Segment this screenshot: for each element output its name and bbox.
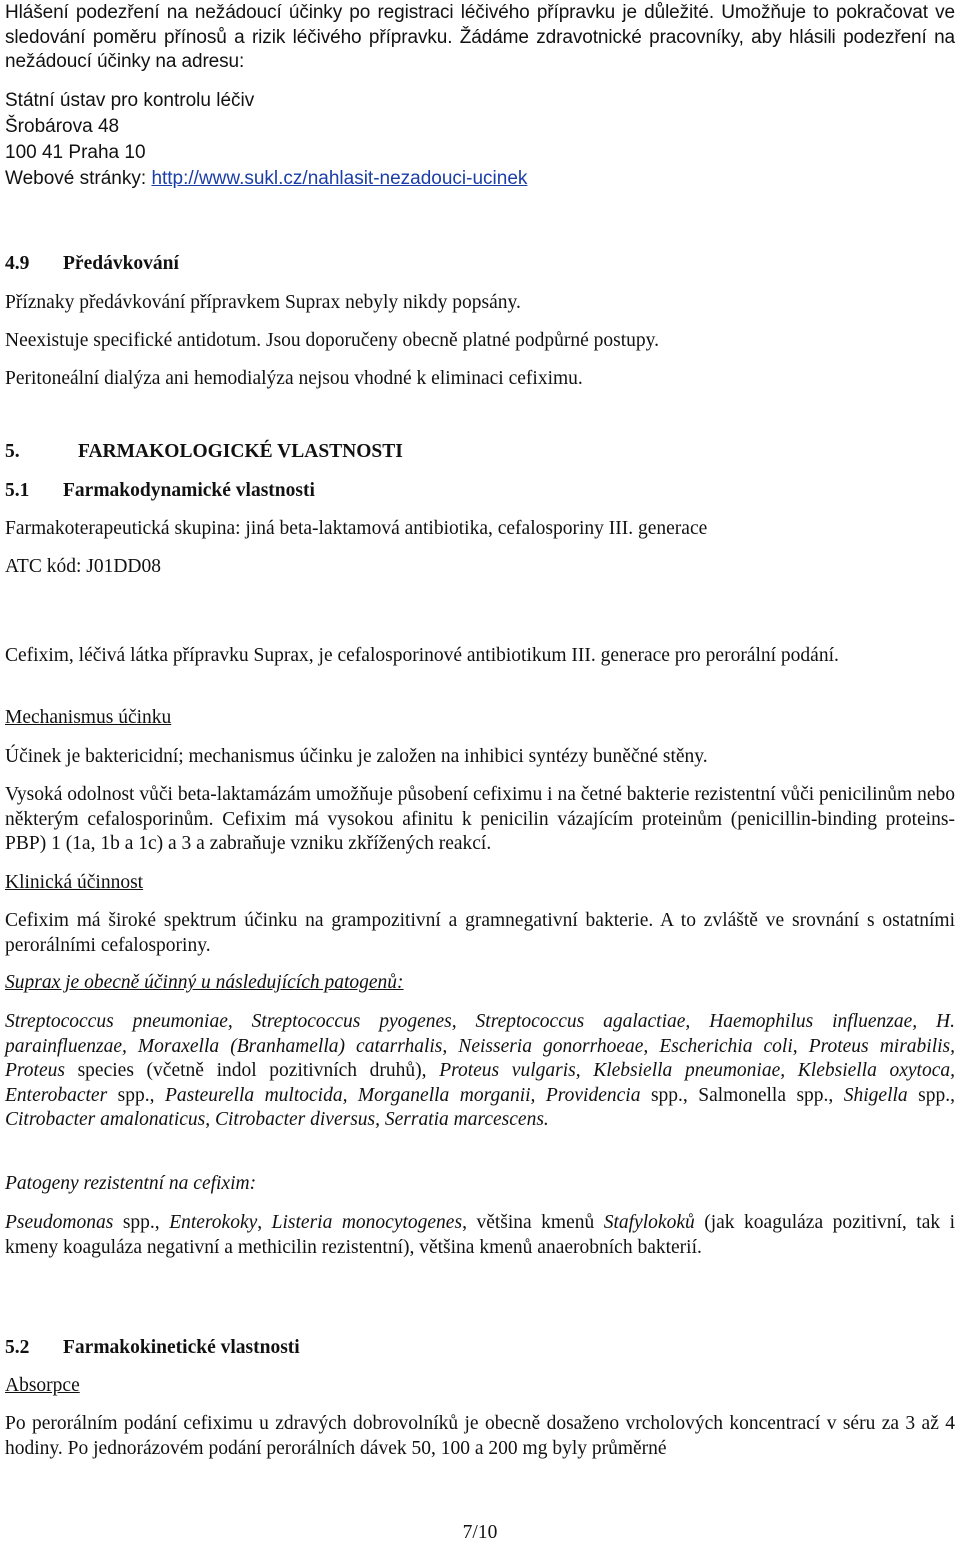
address-name: Státní ústav pro kontrolu léčiv: [5, 90, 255, 111]
resistant-part: (jak koaguláza pozitivní, tak i kmeny koaguláza negativní a methicilin rezistentní), většina kmenů anaerobních bakterií.: [5, 1212, 956, 1258]
atc-code: ATC kód: J01DD08: [5, 556, 162, 577]
sukl-report-link[interactable]: http://www.sukl.cz/nahlasit-nezadouci-ucinek: [151, 168, 528, 189]
overdose-dialysis: Peritoneální dialýza ani hemodialýza nejsou vhodné k eliminaci cefiximu.: [5, 368, 583, 389]
overdose-antidote: Neexistuje specifické antidotum. Jsou doporučeny obecně platné podpůrné postupy.: [5, 330, 659, 351]
resistant-part: , většina kmenů: [462, 1212, 604, 1233]
section-5-number: 5.: [5, 441, 20, 462]
resistant-part: Enterokoky: [169, 1212, 258, 1233]
section-5-2-number: 5.2: [5, 1337, 30, 1358]
pathogens-part: Streptococcus pneumoniae, Streptococcus pyogenes, Streptococcus agalactiae, Haemophilus influenzae, H. parainfluenzae, Moraxella (Branhamella) catarrhalis, Neisseria gonorrhoeae, Escherichia coli, Proteus mirabilis, Proteus: [5, 1011, 955, 1081]
intro-paragraph: Hlášení podezření na nežádoucí účinky po registraci léčivého přípravku je důležité. Umožňuje to pokračovat ve sledování poměru přínosů a rizik léčivého přípravku. Žádáme zdravotnické pracovníky, aby hlásili podezření na nežádoucí účinky na adresu:: [5, 2, 955, 72]
resistant-part: Listeria monocytogenes: [271, 1212, 463, 1233]
resistant-part: Pseudomonas: [5, 1212, 114, 1233]
clinical-efficacy-paragraph: Cefixim má široké spektrum účinku na grampozitivní a gramnegativní bakterie. A to zvláště ve srovnání s ostatními perorálními cefalosporiny.: [5, 910, 955, 956]
resistant-part: spp.,: [113, 1212, 170, 1233]
section-5-1-title: Farmakodynamické vlastnosti: [63, 480, 315, 501]
address-block: [5, 88, 955, 192]
pathogens-part: Shigella: [843, 1084, 908, 1106]
pathogens-part: spp.,: [107, 1084, 165, 1106]
address-web: [5, 166, 955, 192]
absorption-heading: Absorpce: [5, 1375, 80, 1396]
effective-pathogens-list: [5, 1010, 955, 1133]
section-5-2-title: Farmakokinetické vlastnosti: [63, 1337, 300, 1358]
pathogens-part: Pasteurella multocida, Morganella morganii, Providencia: [164, 1084, 641, 1106]
cefixime-description: Cefixim, léčivá látka přípravku Suprax, je cefalosporinové antibiotikum III. generace pro perorální podání.: [5, 645, 839, 666]
section-4-9-number: 4.9: [5, 253, 30, 274]
pharmacotherapeutic-group: Farmakoterapeutická skupina: jiná beta-laktamová antibiotika, cefalosporiny III. generace: [5, 518, 708, 539]
section-4-9-title: Předávkování: [63, 253, 179, 274]
mechanism-paragraph-2: Vysoká odolnost vůči beta-laktamázám umožňuje působení cefiximu i na četné bakterie rezistentní vůči penicilinům nebo některým cefalosporinům. Cefixim má vysokou afinitu k penicilin vázajícím proteinům (penicillin-binding proteins- PBP) 1 (1a, 1b a 1c) a 3 a zabraňuje vzniku zkřížených reakcí.: [5, 784, 955, 854]
overdose-symptoms: Příznaky předávkování přípravkem Suprax nebyly nikdy popsány.: [5, 292, 521, 313]
effective-pathogens-heading: Suprax je obecně účinný u následujících patogenů:: [5, 972, 404, 993]
section-5-1-heading: [5, 479, 315, 504]
mechanism-heading: Mechanismus účinku: [5, 707, 172, 728]
address-web-label: Webové stránky:: [5, 168, 152, 189]
pathogens-part: Proteus vulgaris, Klebsiella pneumoniae, Klebsiella oxytoca, Enterobacter: [5, 1060, 956, 1106]
clinical-efficacy-heading: Klinická účinnost: [5, 872, 144, 893]
address-city: 100 41 Praha 10: [5, 142, 146, 163]
pathogens-part: species (včetně indol pozitivních druhů),: [64, 1060, 440, 1081]
resistant-part: ,: [257, 1212, 272, 1233]
section-5-heading: [5, 440, 403, 465]
resistant-pathogens-list: [5, 1211, 955, 1260]
pathogens-part: Citrobacter amalonaticus, Citrobacter diversus, Serratia marcescens.: [5, 1109, 549, 1130]
address-street: Šrobárova 48: [5, 116, 120, 137]
section-5-title: FARMAKOLOGICKÉ VLASTNOSTI: [78, 441, 403, 462]
page-number: 7/10: [462, 1522, 498, 1543]
pathogens-part: spp., Salmonella spp.,: [640, 1084, 844, 1106]
pathogens-part: spp.,: [907, 1084, 955, 1106]
section-5-1-number: 5.1: [5, 480, 30, 501]
resistant-pathogens-heading: Patogeny rezistentní na cefixim:: [5, 1173, 257, 1194]
section-5-2-heading: [5, 1336, 300, 1361]
mechanism-paragraph-1: Účinek je baktericidní; mechanismus účinku je založen na inhibici syntézy buněčné stěny.: [5, 746, 708, 767]
absorption-paragraph: Po perorálním podání cefiximu u zdravých dobrovolníků je obecně dosaženo vrcholových koncentrací v séru za 3 až 4 hodiny. Po jednorázovém podání perorálních dávek 50, 100 a 200 mg byly průměrné: [5, 1413, 955, 1459]
section-4-9-heading: [5, 252, 179, 277]
resistant-part: Stafylokoků: [603, 1212, 695, 1233]
